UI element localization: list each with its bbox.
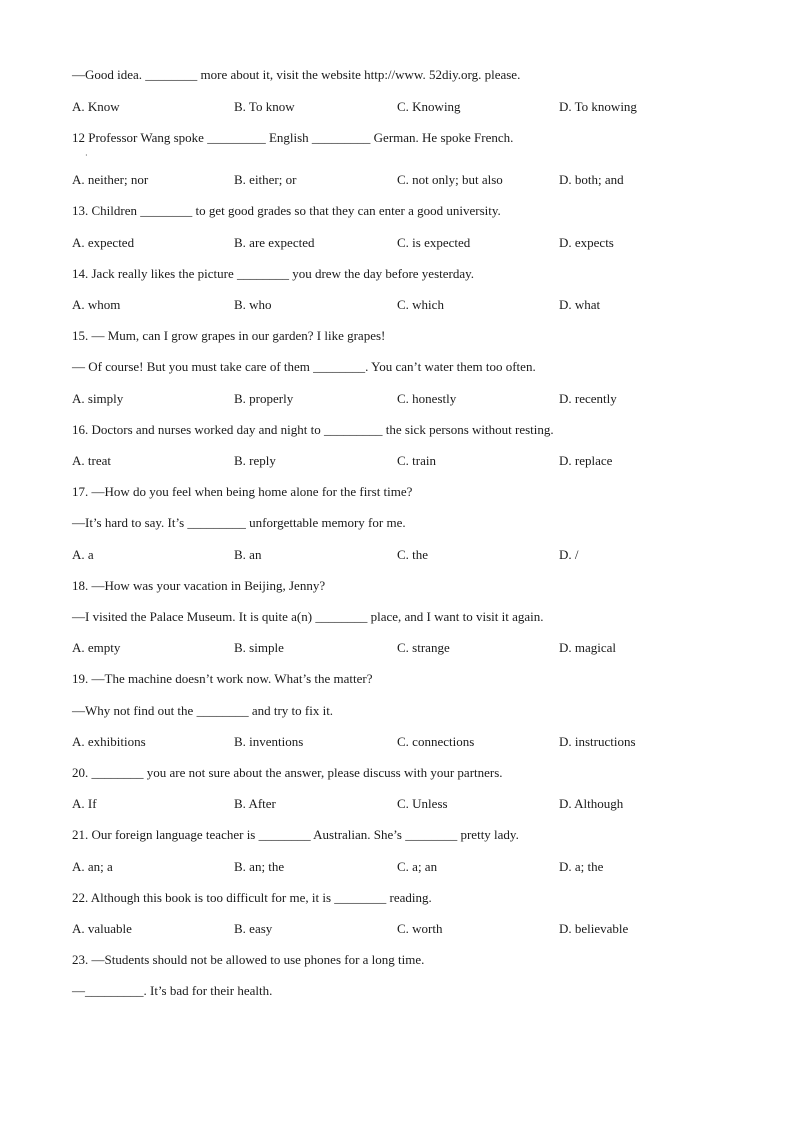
option-a: A. treat	[72, 453, 111, 468]
question-18-options	[72, 639, 732, 657]
option-a: A. an; a	[72, 859, 113, 874]
question-11-options	[72, 98, 732, 116]
option-d: D. recently	[559, 391, 617, 406]
option-b: B. who	[234, 297, 272, 312]
question-19-options	[72, 733, 732, 751]
question-17-response: —It’s hard to say. It’s _________ unforgettable memory for me.	[72, 515, 406, 530]
option-a: A. whom	[72, 297, 121, 312]
option-c: C. not only; but also	[397, 172, 503, 187]
option-d: D. instructions	[559, 734, 636, 749]
question-16-options	[72, 452, 732, 470]
option-b: B. properly	[234, 391, 294, 406]
question-15-response: — Of course! But you must take care of them ________. You can’t water them too often.	[72, 359, 536, 374]
option-b: B. After	[234, 796, 276, 811]
option-d: D. magical	[559, 640, 617, 655]
option-a: A. empty	[72, 640, 121, 655]
option-c: C. Knowing	[397, 99, 461, 114]
question-12: 12 Professor Wang spoke _________ English _________ German. He spoke French.	[72, 130, 514, 145]
option-c: C. the	[397, 547, 429, 562]
question-14-options	[72, 296, 732, 314]
question-22: 22. Although this book is too difficult for me, it is ________ reading.	[72, 890, 432, 905]
option-a: A. exhibitions	[72, 734, 146, 749]
option-b: B. simple	[234, 640, 284, 655]
option-a: A. simply	[72, 391, 124, 406]
option-c: C. connections	[397, 734, 475, 749]
option-d: D. what	[559, 297, 601, 312]
option-d: D. To knowing	[559, 99, 637, 114]
question-20-options	[72, 795, 732, 813]
option-b: B. are expected	[234, 235, 315, 250]
question-15-options	[72, 390, 732, 408]
option-c: C. strange	[397, 640, 450, 655]
question-19: 19. —The machine doesn’t work now. What’s the matter?	[72, 671, 373, 686]
question-23: 23. —Students should not be allowed to use phones for a long time.	[72, 952, 425, 967]
question-17-options	[72, 546, 732, 564]
option-d: D. expects	[559, 235, 614, 250]
option-b: B. inventions	[234, 734, 304, 749]
option-b: B. To know	[234, 99, 295, 114]
option-a: A. neither; nor	[72, 172, 149, 187]
question-20: 20. ________ you are not sure about the answer, please discuss with your partners.	[72, 765, 503, 780]
option-c: C. worth	[397, 921, 443, 936]
question-18-response: —I visited the Palace Museum. It is quite a(n) ________ place, and I want to visit it again.	[72, 609, 544, 624]
option-c: C. is expected	[397, 235, 471, 250]
question-14: 14. Jack really likes the picture ________ you drew the day before yesterday.	[72, 266, 475, 281]
option-d: D. Although	[559, 796, 624, 811]
option-c: C. a; an	[397, 859, 438, 874]
question-17: 17. —How do you feel when being home alone for the first time?	[72, 484, 413, 499]
option-b: B. an	[234, 547, 262, 562]
question-13: 13. Children ________ to get good grades so that they can enter a good university.	[72, 203, 501, 218]
option-a: A. a	[72, 547, 94, 562]
option-d: D. /	[559, 547, 579, 562]
option-c: C. which	[397, 297, 444, 312]
question-23-response: —_________. It’s bad for their health.	[72, 983, 273, 998]
option-d: D. both; and	[559, 172, 624, 187]
option-d: D. believable	[559, 921, 629, 936]
question-12-options	[72, 171, 732, 189]
option-a: A. valuable	[72, 921, 132, 936]
option-a: A. Know	[72, 99, 120, 114]
question-13-options	[72, 234, 732, 252]
option-a: A. expected	[72, 235, 135, 250]
option-b: B. easy	[234, 921, 273, 936]
option-a: A. If	[72, 796, 97, 811]
option-c: C. honestly	[397, 391, 457, 406]
question-15: 15. — Mum, can I grow grapes in our garden? I like grapes!	[72, 328, 386, 343]
question-19-response: —Why not find out the ________ and try to fix it.	[72, 703, 334, 718]
option-d: D. a; the	[559, 859, 604, 874]
question-16: 16. Doctors and nurses worked day and night to _________ the sick persons without resting.	[72, 422, 554, 437]
option-c: C. Unless	[397, 796, 448, 811]
option-c: C. train	[397, 453, 436, 468]
question-18: 18. —How was your vacation in Beijing, Jenny?	[72, 578, 326, 593]
question-11-response: —Good idea. ________ more about it, visit the website http://www. 52diy.org. please.	[72, 67, 521, 82]
stray-dot: ·	[85, 151, 88, 160]
option-b: B. reply	[234, 453, 276, 468]
option-b: B. either; or	[234, 172, 297, 187]
option-d: D. replace	[559, 453, 613, 468]
question-21-options	[72, 858, 732, 876]
question-22-options	[72, 920, 732, 938]
option-b: B. an; the	[234, 859, 285, 874]
question-21: 21. Our foreign language teacher is ________ Australian. She’s ________ pretty lady.	[72, 827, 519, 842]
